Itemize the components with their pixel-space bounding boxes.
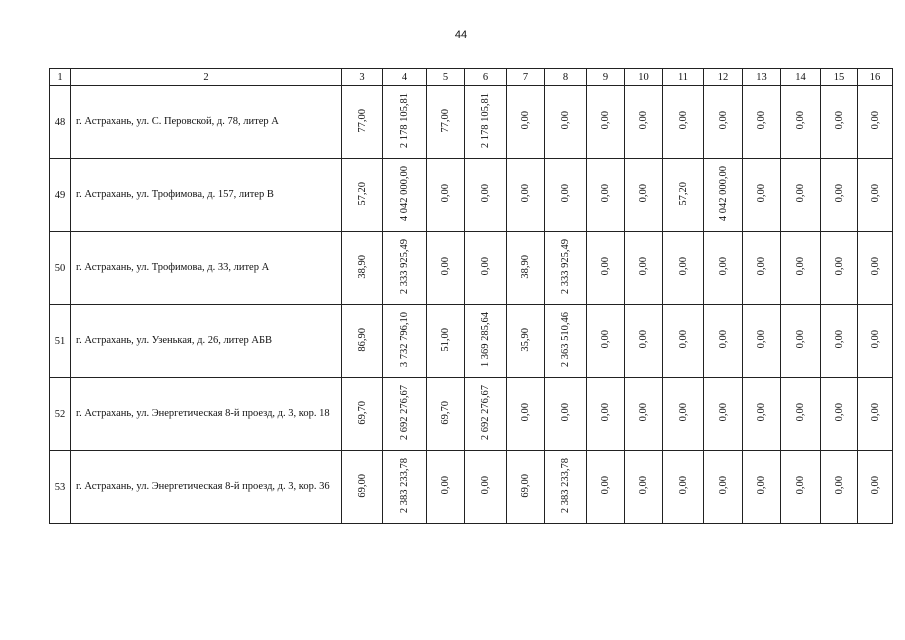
value-text: 2 178 105,81 [480,92,491,149]
value-cell [342,451,383,524]
column-header-14: 14 [781,69,821,86]
value-cell [507,451,545,524]
value-cell [427,305,465,378]
value-cell [507,378,545,451]
table-body [50,86,893,524]
value-text: 69,00 [520,473,531,498]
data-table [49,68,893,524]
value-cell [587,451,625,524]
value-text: 2 333 925,49 [399,238,410,295]
value-cell [342,378,383,451]
value-cell [507,86,545,159]
value-text: 4 042 000,00 [399,165,410,222]
value-text: 0,00 [520,403,531,422]
value-text: 0,00 [795,330,806,349]
value-text: 0,00 [717,330,729,349]
value-cell [743,86,781,159]
value-text: 0,00 [600,257,611,276]
value-cell [427,86,465,159]
value-cell [545,378,587,451]
value-text: 0,00 [520,111,531,130]
row-number-cell: 52 [50,378,71,451]
value-text: 69,70 [356,400,368,425]
page-number: 44 [454,29,468,41]
value-cell [663,232,704,305]
row-number-cell: 53 [50,451,71,524]
value-cell [821,451,858,524]
value-cell [858,378,893,451]
table-row [50,232,893,305]
value-text: 2 692 276,67 [480,384,491,441]
value-cell [383,86,427,159]
value-cell [821,378,858,451]
row-number-cell: 48 [50,86,71,159]
value-text: 0,00 [638,111,649,130]
value-text: 0,00 [480,257,491,276]
value-text: 38,90 [520,254,531,279]
value-text: 57,20 [677,181,689,206]
value-text: 4 042 000,00 [717,165,729,222]
value-text: 77,00 [440,108,451,133]
column-header-16: 16 [858,69,893,86]
value-cell [821,86,858,159]
value-text: 0,00 [600,111,611,130]
column-header-11: 11 [663,69,704,86]
value-text: 0,00 [756,476,767,495]
value-cell [625,451,663,524]
value-text: 0,00 [480,184,491,203]
value-text: 0,00 [795,111,806,130]
value-text: 0,00 [833,403,845,422]
value-cell [821,159,858,232]
value-cell [704,451,743,524]
address-cell: г. Астрахань, ул. Энергетическая 8-й проезд, д. 3, кор. 18 [71,378,342,451]
value-cell [383,232,427,305]
value-text: 0,00 [869,330,881,349]
value-text: 69,70 [440,400,451,425]
value-text: 0,00 [795,403,806,422]
value-text: 3 732 796,10 [399,311,410,368]
value-cell [465,378,507,451]
value-text: 0,00 [677,111,689,130]
value-text: 38,90 [356,254,368,279]
value-text: 35,90 [520,327,531,352]
value-text: 0,00 [440,257,451,276]
value-cell [743,232,781,305]
table-row [50,451,893,524]
value-text: 0,00 [480,476,491,495]
value-cell [781,159,821,232]
column-header-3: 3 [342,69,383,86]
value-text: 0,00 [833,330,845,349]
value-cell [781,86,821,159]
value-cell [781,378,821,451]
value-cell [587,159,625,232]
table-row [50,159,893,232]
value-cell [663,305,704,378]
value-text: 0,00 [717,476,729,495]
row-number-cell: 49 [50,159,71,232]
value-text: 0,00 [869,476,881,495]
value-cell [743,159,781,232]
value-cell [858,159,893,232]
value-cell [587,378,625,451]
value-cell [821,232,858,305]
value-cell [858,451,893,524]
value-cell [545,451,587,524]
column-header-9: 9 [587,69,625,86]
value-cell [465,451,507,524]
value-text: 0,00 [520,184,531,203]
value-text: 0,00 [756,184,767,203]
value-text: 0,00 [638,184,649,203]
value-cell [704,232,743,305]
value-cell [625,378,663,451]
value-cell [704,159,743,232]
value-cell [663,159,704,232]
value-text: 2 383 233,78 [560,457,571,514]
value-text: 0,00 [560,184,571,203]
value-text: 57,20 [356,181,368,206]
value-cell [625,232,663,305]
value-cell [545,159,587,232]
value-text: 0,00 [600,184,611,203]
value-text: 69,00 [356,473,368,498]
value-text: 2 692 276,67 [399,384,410,441]
table-row [50,378,893,451]
value-text: 0,00 [869,257,881,276]
row-number-cell: 50 [50,232,71,305]
value-text: 0,00 [833,476,845,495]
value-cell [342,159,383,232]
value-cell [383,159,427,232]
value-cell [781,305,821,378]
value-text: 0,00 [677,257,689,276]
column-header-1: 1 [50,69,71,86]
value-cell [465,305,507,378]
value-text: 0,00 [869,403,881,422]
value-text: 0,00 [756,403,767,422]
value-text: 0,00 [638,403,649,422]
value-text: 0,00 [869,184,881,203]
value-text: 0,00 [440,476,451,495]
value-text: 0,00 [638,330,649,349]
value-cell [383,451,427,524]
value-text: 0,00 [756,111,767,130]
column-header-15: 15 [821,69,858,86]
value-cell [545,305,587,378]
value-text: 2 178 105,81 [399,92,410,149]
value-cell [663,86,704,159]
value-cell [587,232,625,305]
value-cell [465,232,507,305]
value-text: 0,00 [717,403,729,422]
value-cell [704,86,743,159]
value-text: 0,00 [795,476,806,495]
column-header-7: 7 [507,69,545,86]
value-cell [383,378,427,451]
value-cell [507,232,545,305]
header-row [50,69,893,86]
value-text: 0,00 [600,330,611,349]
value-text: 2 333 925,49 [560,238,571,295]
value-cell [625,86,663,159]
value-cell [587,305,625,378]
column-header-12: 12 [704,69,743,86]
value-text: 86,90 [356,327,368,352]
value-cell [743,451,781,524]
value-cell [427,232,465,305]
value-cell [507,159,545,232]
value-cell [625,305,663,378]
value-text: 51,00 [440,327,451,352]
value-cell [743,378,781,451]
value-text: 0,00 [677,403,689,422]
value-cell [342,232,383,305]
value-cell [427,159,465,232]
column-header-5: 5 [427,69,465,86]
value-text: 0,00 [795,257,806,276]
value-cell [342,305,383,378]
column-header-8: 8 [545,69,587,86]
value-text: 0,00 [833,257,845,276]
value-cell [858,86,893,159]
value-cell [781,451,821,524]
value-cell [663,378,704,451]
address-cell: г. Астрахань, ул. Узенькая, д. 26, литер АБВ [71,305,342,378]
value-cell [427,451,465,524]
address-cell: г. Астрахань, ул. Трофимова, д. 157, литер В [71,159,342,232]
value-cell [858,232,893,305]
value-text: 77,00 [356,108,368,133]
value-text: 1 369 285,64 [480,311,491,368]
address-cell: г. Астрахань, ул. Энергетическая 8-й проезд, д. 3, кор. 36 [71,451,342,524]
value-cell [545,232,587,305]
value-text: 2 383 233,78 [399,457,410,514]
value-cell [663,451,704,524]
value-text: 0,00 [717,257,729,276]
value-text: 0,00 [795,184,806,203]
value-text: 0,00 [833,184,845,203]
value-text: 0,00 [560,403,571,422]
value-text: 0,00 [600,403,611,422]
value-text: 0,00 [677,330,689,349]
value-text: 0,00 [560,111,571,130]
value-text: 0,00 [756,330,767,349]
value-cell [743,305,781,378]
value-cell [704,378,743,451]
value-text: 0,00 [869,111,881,130]
value-text: 0,00 [717,111,729,130]
value-cell [704,305,743,378]
column-header-10: 10 [625,69,663,86]
value-text: 0,00 [638,257,649,276]
value-text: 0,00 [756,257,767,276]
column-header-13: 13 [743,69,781,86]
value-cell [587,86,625,159]
table-row [50,305,893,378]
value-cell [545,86,587,159]
value-text: 0,00 [833,111,845,130]
value-cell [781,232,821,305]
table-row [50,86,893,159]
row-number-cell: 51 [50,305,71,378]
value-cell [427,378,465,451]
address-cell: г. Астрахань, ул. С. Перовской, д. 78, литер А [71,86,342,159]
column-header-2: 2 [71,69,342,86]
value-cell [465,159,507,232]
value-cell [858,305,893,378]
value-text: 0,00 [600,476,611,495]
value-text: 0,00 [638,476,649,495]
value-text: 0,00 [677,476,689,495]
address-cell: г. Астрахань, ул. Трофимова, д. 33, литер А [71,232,342,305]
value-text: 0,00 [440,184,451,203]
value-cell [507,305,545,378]
value-cell [383,305,427,378]
value-cell [342,86,383,159]
value-cell [625,159,663,232]
value-text: 2 363 510,46 [560,311,571,368]
value-cell [465,86,507,159]
column-header-6: 6 [465,69,507,86]
value-cell [821,305,858,378]
column-header-4: 4 [383,69,427,86]
